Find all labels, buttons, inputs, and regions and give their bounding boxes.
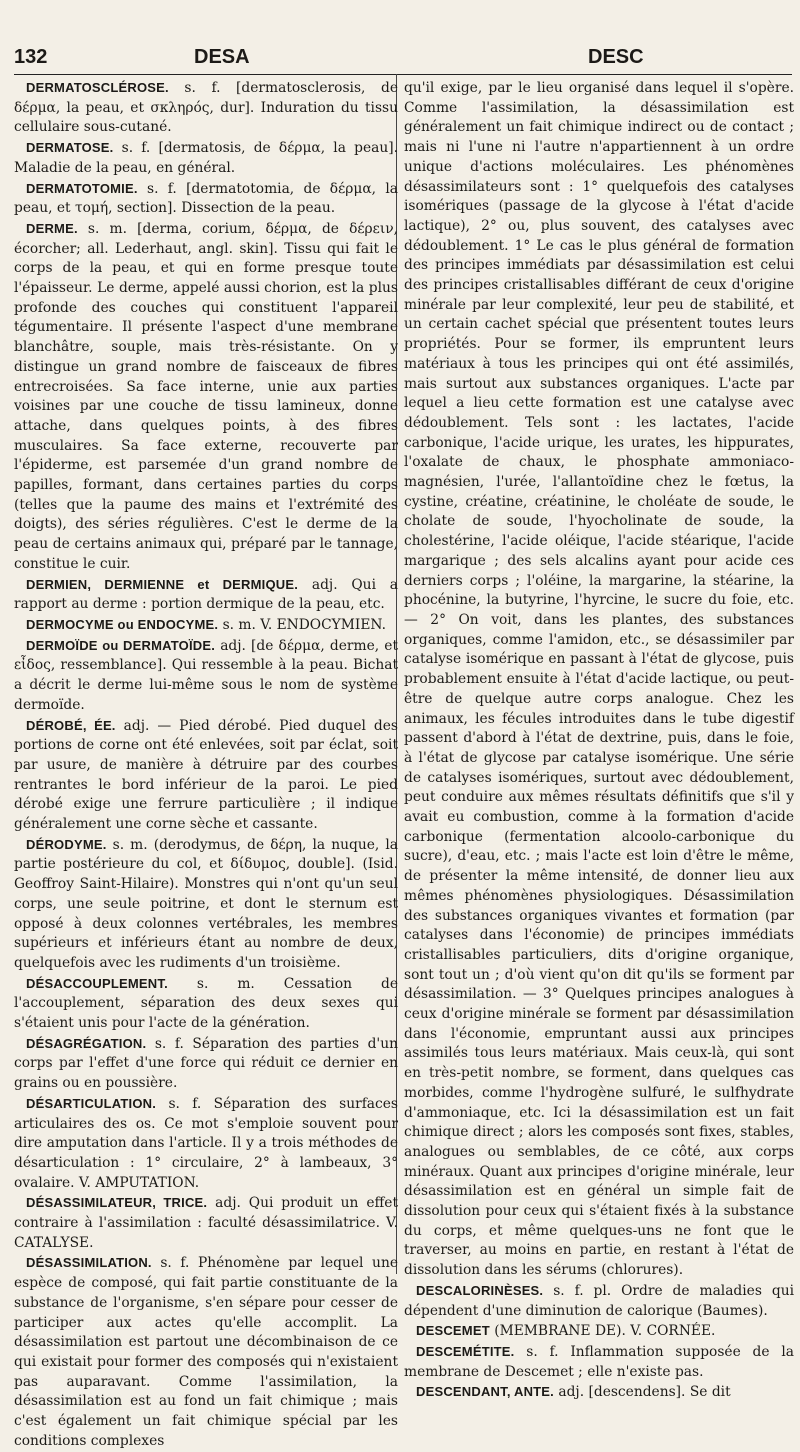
definition: s. m. V. ENDOCYMIEN. [218, 616, 387, 633]
entry [14, 78, 398, 138]
entry-continuation [404, 78, 794, 1281]
left-guide-word: DESA [194, 46, 250, 68]
entry [14, 1094, 398, 1194]
definition: s. m. (derodymus, de δέρη, la nuque, la partie postérieure du col, et δίδυμος, double]. (Isid. Geoffroy Saint-Hilaire). Monstres qui n'ont qu'un seul corps, une seule poitrine, et dont le sternum est opposé à deux colonnes vertébrales, les membres supérieurs et inférieurs étant au nombre de deux, quelquefois avec les rudiments d'un troisième. [14, 836, 398, 971]
entry [14, 575, 398, 615]
definition: adj. — Pied dérobé. Pied duquel des portions de corne ont été enlevées, soit par éclat, soit par usure, de manière à détruire par des courbes rentrantes le bord inférieur de la paroi. Le pied dérobé exige une ferrure particulière ; il indique généralement une corne sèche et cassante. [14, 717, 398, 833]
definition: s. f. Séparation des surfaces articulaires des os. Ce mot s'emploie souvent pour dire amputation dans l'article. Il y a trois méthodes de désarticulation : 1° circulaire, 2° à lambeaux, 3° ovalaire. V. AMPUTATION. [14, 1095, 398, 1191]
headword: DERME. [26, 220, 78, 236]
definition: s. m. [derma, corium, δέρμα, de δέρειν, écorcher; all. Lederhaut, angl. skin]. Tissu qui fait le corps de la peau, et qui en forme presque toute l'épaisseur. Le derme, appelé aussi chorion, est la plus profonde des couches qui constituent l'appareil tégumentaire. Il présente l'aspect d'une membrane blanchâtre, souple, mais très-résistante. On y distingue un grand nombre de faisceaux de fibres entrecroisées. Sa face interne, unie aux parties voisines par une couche de tissu lamineux, donne attache, dans quelques points, à des fibres musculaires. Sa face externe, recouverte par l'épiderme, est parsemée d'un grand nombre de papilles, formant, dans certaines parties du corps (telles que la paume des mains et l'extrémité des doigts), des séries régulières. C'est le derme de la peau de certains animaux qui, préparé par le tannage, constitue le cuir. [14, 220, 398, 572]
definition: qu'il exige, par le lieu organisé dans lequel il s'opère. Comme l'assimilation, la désassimilation est généralement un fait chimique indirect ou de contact ; mais ni l'une ni l'autre n'appartiennent à un ordre unique d'actions moléculaires. Les phénomènes désassimilateurs sont : 1° quelquefois des catalyses isomériques (passage de la glycose à l'état d'acide lactique), 2° ou, plus souvent, des catalyses avec dédoublement. 1° Le cas le plus général de formation des principes immédiats par désassimilation est celui des principes cristallisables différant de ceux d'origine minérale par leur complexité, leur peu de stabilité, et un certain cachet spécial que présentent toutes leurs propriétés. Pour se former, ils empruntent leurs matériaux à tous les principes qui ont été assimilés, mais surtout aux substances organiques. L'acte par lequel a lieu cette formation est une catalyse avec dédoublement. Tels sont : les lactates, l'acide carbonique, l'acide urique, les urates, les hippurates, l'oxalate de chaux, le phosphate ammoniaco-magnésien, l'urée, l'allantoïdine chez le fœtus, la cystine, créatine, créatinine, le choléate de soude, le cholate de soude, l'hyocholinate de soude, la cholestérine, l'acide oléique, l'acide stéarique, l'acide margarique ; des sels alcalins ayant pour acide ces derniers corps ; l'oléine, la margarine, la stéarine, la phocénine, la butyrine, l'hyrcine, le sucre du foie, etc. — 2° On voit, dans les plantes, des substances organiques, comme l'amidon, etc., se désassimiler par catalyse isomérique en passant à l'état de glycose, puis probablement ensuite à l'état d'acide lactique, ou peut-être de quelque autre corps analogue. Chez les animaux, les fécules introduites dans le tube digestif passent d'abord à l'état de dextrine, puis, dans le foie, à l'état de glycose par catalyse isomérique. Une série de catalyses isomériques, surtout avec dédoublement, peut conduire aux mêmes résultats définitifs que s'il y avait eu combustion, comme à la formation d'acide carbonique (fermentation alcoolo-carbonique du sucre), d'eau, etc. ; mais l'acte est loin d'être le même, de présenter la même intensité, de donner lieu aux mêmes phénomènes physiologiques. Désassimilation des substances organiques vivantes et formation (par catalyses dans l'économie) de principes immédiats cristallisables particuliers, dits d'origine organique, sont tout un ; d'où vient qu'on dit qu'ils se forment par désassimilation. — 3° Quelques principes analogues à ceux d'origine minérale se forment par désassimilation dans l'économie, empruntant aussi aux principes assimilés tous leurs matériaux. Mais ceux-là, qui sont en très-petit nombre, se forment, dans quelques cas morbides, comme l'hydrogène sulfuré, le sulfhydrate d'ammoniaque, etc. Ici la désassimilation est un fait chimique direct ; alors les composés sont fixes, stables, analogues ou semblables, de ce côté, aux corps minéraux. Quant aux principes d'origine minérale, leur désassimilation est en général un simple fait de dissolution pour ceux qui s'étaient fixés à la substance du corps, et même quelques-uns ne font que le traverser, au moins en partie, en restant à l'état de dissolution dans les sérums (chlorures). [404, 80, 794, 1279]
headword: DERMATOSE. [26, 140, 114, 156]
definition: adj. Qui produit un effet contraire à l'assimilation : faculté désassimilatrice. V. CATALYSE. [14, 1195, 398, 1251]
headword: DÉROBÉ, ÉE. [26, 717, 116, 733]
headword: DERMOCYME ou ENDOCYME. [26, 616, 219, 632]
definition: adj. [de δέρμα, derme, et εἶδος, ressemblance]. Qui ressemble à la peau. Bichat a décrit le derme lui-même sous le nom de système dermoïde. [14, 637, 398, 713]
headword: DÉSARTICULATION. [26, 1095, 157, 1111]
headword: DESCALORINÈSES. [416, 1282, 544, 1298]
definition: adj. Qui a rapport au derme : portion dermique de la peau, etc. [14, 576, 398, 613]
definition: s. f. pl. Ordre de maladies qui dépendent d'une diminution de calorique (Baumes). [404, 1282, 794, 1319]
headword: DÉSAGRÉGATION. [26, 1035, 147, 1051]
entry [14, 1034, 398, 1094]
headword: DERMATOSCLÉROSE. [26, 80, 169, 95]
headword: DESCEMET [416, 1323, 490, 1339]
entry [14, 835, 398, 974]
definition: s. f. [dermatosclerosis, de δέρμα, la peau, et σκληρός, dur]. Induration du tissu cellulaire sous-cutané. [14, 80, 398, 136]
right-guide-word: DESC [588, 46, 644, 68]
headword: DESCENDANT, ANTE. [416, 1384, 554, 1400]
entry [14, 716, 398, 835]
entry [14, 636, 398, 716]
definition: s. f. [dermatosis, de δέρμα, la peau]. Maladie de la peau, en général. [14, 140, 398, 176]
left-column [14, 78, 398, 1452]
headword: DERMATOTOMIE. [26, 180, 138, 196]
headword: DESCEMÉTITE. [416, 1344, 515, 1359]
page-number: 132 [14, 46, 48, 68]
entry [14, 1253, 398, 1451]
entry [404, 1321, 794, 1342]
definition: (MEMBRANE DE). V. CORNÉE. [489, 1323, 716, 1340]
headword: DÉSASSIMILATEUR, TRICE. [26, 1195, 208, 1211]
right-column [404, 78, 794, 1403]
running-header [14, 44, 792, 75]
entry [14, 138, 398, 178]
headword: DÉSACCOUPLEMENT. [26, 975, 168, 991]
definition: s. f. Séparation des parties d'un corps par l'effet d'une force qui réduit ce dernier en grains ou en poussière. [14, 1035, 398, 1092]
entry [404, 1342, 794, 1382]
definition: s. m. Cessation de l'accouplement, séparation des deux sexes qui s'étaient unis pour l'acte de la génération. [14, 975, 398, 1032]
entry [14, 974, 398, 1034]
definition: s. f. Phénomène par lequel une espèce de composé, qui fait partie constituante de la substance de l'organisme, s'en sépare pour cesser de participer aux actes qu'elle accomplit. La désassimilation est partout une décombinaison de ce qui existait pour former des composés qui n'existaient pas auparavant. Comme l'assimilation, la désassimilation est au fond un fait chimique ; mais c'est également un fait chimique spécial par les conditions complexes [14, 1255, 398, 1449]
headword: DERMIEN, DERMIENNE et DERMIQUE. [26, 576, 299, 592]
entry [14, 1193, 398, 1253]
headword: DÉRODYME. [26, 836, 107, 852]
entry [14, 615, 398, 636]
definition: adj. [descendens]. Se dit [553, 1384, 731, 1401]
entry [14, 179, 398, 219]
entry [404, 1281, 794, 1321]
entry [404, 1382, 794, 1403]
headword: DÉSASSIMILATION. [26, 1255, 152, 1271]
definition: s. f. [dermatotomia, de δέρμα, la peau, et τομή, section]. Dissection de la peau. [14, 180, 398, 217]
definition: s. f. Inflammation supposée de la membrane de Descemet ; elle n'existe pas. [404, 1344, 794, 1380]
headword: DERMOÏDE ou DERMATOÏDE. [26, 637, 216, 653]
entry [14, 219, 398, 575]
